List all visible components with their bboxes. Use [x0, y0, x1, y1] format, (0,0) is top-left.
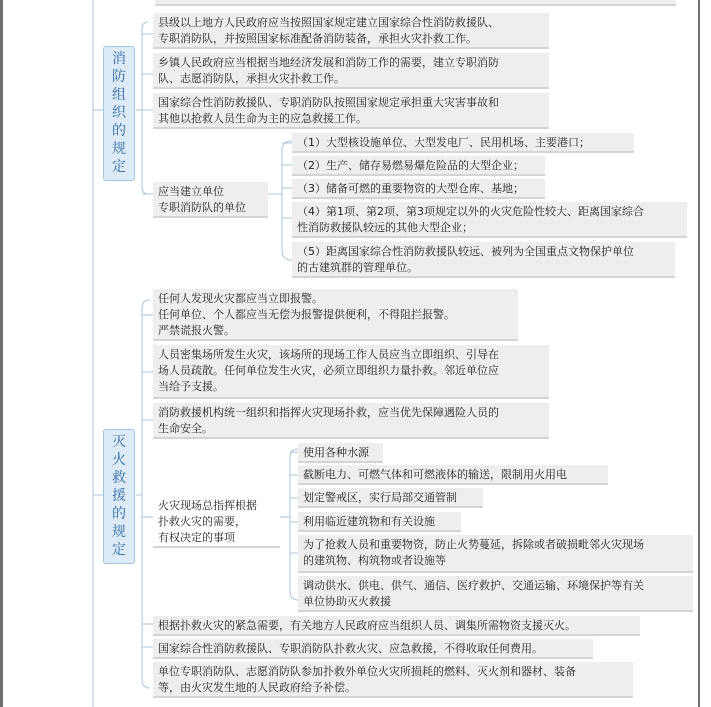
commander-item[interactable]: 使用各种水源: [298, 443, 383, 463]
rescue-item[interactable]: 任何人发现火灾都应当立即报警。 任何单位、个人都应当无偿为报警提供便利，不得阻拦报警。 严禁谎报火警。: [153, 289, 518, 341]
section1-bracket: [142, 22, 148, 194]
topic-fire-organization[interactable]: [103, 46, 135, 181]
section2-bracket: [142, 300, 150, 688]
unit-item[interactable]: （3）储备可燃的重要物资的大型仓库、基地；: [292, 179, 545, 199]
unit-item[interactable]: （5）距离国家综合性消防救援队较远、被列为全国重点文物保护单位 的古建筑群的管理单位。: [292, 242, 675, 278]
topic-char: 防: [112, 69, 126, 85]
topic-char: 织: [112, 105, 126, 121]
topic-char: 消: [112, 51, 126, 67]
topic-char: 定: [112, 542, 126, 558]
fire-org-item[interactable]: 乡镇人民政府应当根据当地经济发展和消防工作的需要，建立专职消防 队、志愿消防队，承担火灾扑救工作。: [153, 53, 549, 89]
units-label[interactable]: 应当建立单位 专职消防队的单位: [153, 182, 268, 218]
rescue-tail-item[interactable]: 根据扑救火灾的紧急需要，有关地方人民政府应当组织人员、调集所需物资支援灭火。: [153, 616, 640, 636]
commander-item[interactable]: 调动供水、供电、供气、通信、医疗救护、交通运输、环境保护等有关 单位协助灭火救援: [298, 576, 693, 612]
topic-char: 规: [112, 524, 126, 540]
units-bracket: [282, 141, 292, 260]
fire-org-item[interactable]: 县级以上地方人民政府应当按照国家规定建立国家综合性消防救援队、 专职消防队，并按照国家标准配备消防装备，承担火灾扑救工作。: [153, 13, 549, 49]
topic-char: 灭: [112, 434, 126, 450]
commander-bracket: [290, 449, 298, 600]
rescue-tail-item[interactable]: 国家综合性消防救援队、专职消防队扑救火灾、应急救援，不得收取任何费用。: [153, 639, 593, 659]
fire-org-item[interactable]: 国家综合性消防救援队、专职消防队按照国家规定承担重大灾害事故和 其他以抢救人员生命为主的应急救援工作。: [153, 93, 549, 129]
topic-char: 规: [112, 141, 126, 157]
commander-item[interactable]: 为了抢救人员和重要物资，防止火势蔓延，拆除或者破损毗邻火灾现场 的建筑物、构筑物或者设施等: [298, 535, 693, 573]
unit-item[interactable]: （1）大型核设施单位、大型发电厂、民用机场、主要港口；: [292, 133, 634, 153]
commander-item[interactable]: 截断电力、可燃气体和可燃液体的输送，限制用火用电: [298, 465, 608, 485]
topic-fire-rescue[interactable]: [103, 429, 135, 564]
rescue-tail-item[interactable]: 单位专职消防队、志愿消防队参加扑救外单位火灾所损耗的燃料、灭火剂和器材、装备 等，由火灾发生地的人民政府给予补偿。: [153, 662, 633, 698]
commander-item[interactable]: 利用临近建筑物和有关设施: [298, 512, 461, 532]
topic-char: 火: [112, 452, 126, 468]
topic-char: 组: [112, 87, 126, 103]
unit-item[interactable]: （4）第1项、第2项、第3项规定以外的火灾危险性较大、距离国家综合 性消防救援队较远的其他大型企业；: [292, 202, 687, 238]
commander-item[interactable]: 划定警戒区，实行局部交通管制: [298, 488, 483, 508]
rescue-item[interactable]: 消防救援机构统一组织和指挥火灾现场扑救，应当优先保障遇险人员的 生命安全。: [153, 403, 549, 439]
rescue-item[interactable]: 人员密集场所发生火灾，该场所的现场工作人员应当立即组织、引导在 场人员疏散。任何单位发生火灾，必须立即组织力量扑救。邻近单位应 当给予支援。: [153, 345, 549, 399]
unit-item[interactable]: （2）生产、储存易燃易爆危险品的大型企业；: [292, 156, 545, 176]
commander-label[interactable]: 火灾现场总指挥根据 扑救火灾的需要， 有权决定的事项: [153, 496, 280, 548]
topic-char: 救: [112, 470, 126, 486]
topic-char: 定: [112, 159, 126, 175]
topic-char: 的: [112, 123, 126, 139]
topic-char: 援: [112, 488, 126, 504]
topic-char: 的: [112, 506, 126, 522]
